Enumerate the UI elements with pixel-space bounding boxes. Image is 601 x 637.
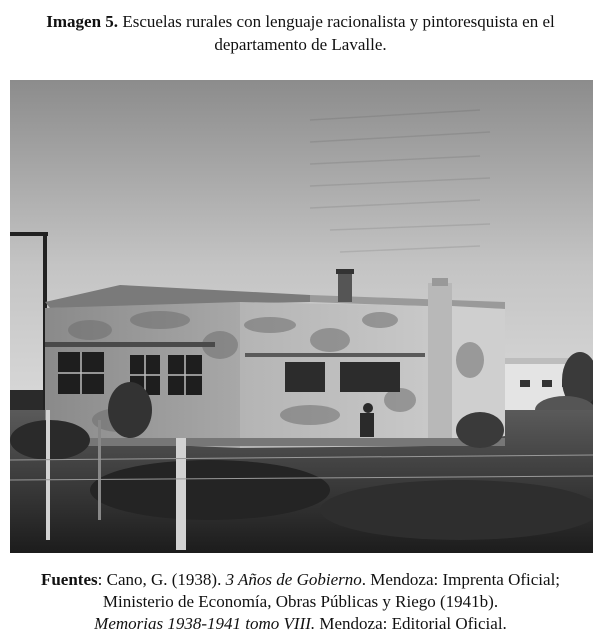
sources-line-1	[0, 569, 601, 591]
sources-line-3	[0, 613, 601, 635]
sources-line-2: Ministerio de Economía, Obras Públicas y Riego (1941b).	[102, 592, 499, 611]
figure-caption	[0, 10, 601, 56]
school-photograph	[10, 80, 593, 553]
sources-text-1b: . Mendoza: Imprenta Oficial;	[361, 570, 561, 589]
caption-line-2: departamento de Lavalle.	[214, 35, 387, 54]
sources-label: Fuentes	[40, 570, 98, 589]
caption-line-1	[0, 10, 601, 33]
sources-title-1: 3 Años de Gobierno	[225, 570, 362, 589]
photo-illustration	[10, 80, 593, 553]
figure-sources	[0, 569, 601, 635]
caption-label: Imagen 5.	[46, 12, 119, 31]
sources-text-1a: : Cano, G. (1938).	[97, 570, 226, 589]
center-windows	[285, 362, 400, 392]
caption-text-1: Escuelas rurales con lenguaje racionalista y pintoresquista en el	[118, 12, 555, 31]
sources-text-3b: Mendoza: Editorial Oficial.	[315, 614, 507, 633]
sources-title-3: Memorias 1938-1941 tomo VIII.	[94, 614, 316, 633]
